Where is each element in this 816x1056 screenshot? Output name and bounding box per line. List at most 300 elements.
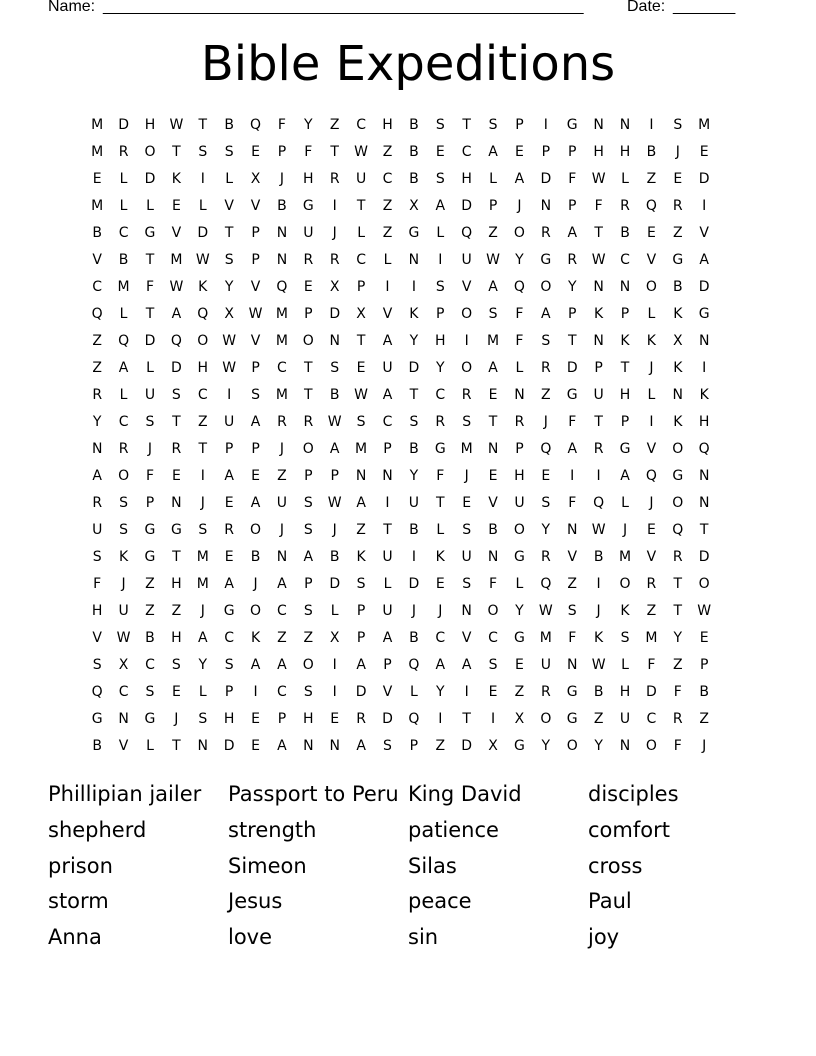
grid-letter: A — [382, 333, 393, 349]
grid-letter: S — [488, 657, 498, 673]
grid-letter: T — [462, 711, 471, 727]
grid-letter: W — [697, 603, 712, 619]
grid-letter: L — [409, 684, 418, 700]
grid-letter: R — [435, 414, 446, 430]
grid-letter: Y — [515, 252, 524, 268]
grid-letter: A — [250, 657, 261, 673]
grid-letter: H — [619, 387, 631, 403]
grid-letter: R — [329, 252, 340, 268]
grid-letter: T — [198, 441, 208, 457]
grid-letter: F — [647, 657, 656, 673]
grid-letter: B — [329, 549, 340, 565]
grid-letter: W — [248, 306, 263, 322]
grid-letter: U — [461, 549, 472, 565]
grid-letter: I — [332, 657, 337, 673]
grid-letter: A — [699, 252, 709, 268]
grid-letter: J — [411, 603, 416, 619]
grid-letter: I — [490, 711, 496, 727]
grid-letter: Q — [408, 711, 420, 727]
grid-letter: Z — [277, 468, 287, 484]
grid-letter: C — [277, 603, 287, 619]
grid-letter: D — [408, 360, 420, 376]
grid-letter: P — [568, 306, 577, 322]
grid-letter: L — [383, 576, 392, 592]
grid-letter: S — [145, 414, 155, 430]
name-label: Name: — [48, 0, 96, 15]
grid-letter: X — [409, 198, 419, 214]
grid-letter: S — [303, 495, 313, 511]
grid-letter: L — [621, 171, 629, 187]
grid-letter: L — [436, 225, 445, 241]
grid-letter: C — [382, 414, 393, 430]
grid-letter: O — [197, 333, 209, 349]
grid-letter: R — [92, 495, 103, 511]
grid-letter: P — [620, 306, 630, 322]
grid-letter: C — [197, 387, 208, 403]
grid-letter: F — [673, 738, 682, 754]
word-search-grid — [84, 113, 744, 761]
grid-letter: N — [171, 495, 182, 511]
grid-letter: U — [303, 225, 314, 241]
grid-letter: O — [487, 603, 499, 619]
grid-letter: U — [619, 711, 631, 727]
grid-letter: G — [672, 468, 684, 484]
grid-letter: J — [200, 603, 205, 619]
grid-row — [84, 140, 744, 167]
grid-letter: J — [332, 225, 337, 241]
grid-letter: K — [171, 171, 181, 187]
grid-letter: M — [170, 252, 183, 268]
grid-letter: U — [382, 603, 393, 619]
grid-letter: W — [591, 522, 606, 538]
grid-letter: Q — [593, 495, 605, 511]
grid-letter: S — [435, 171, 445, 187]
grid-letter: S — [224, 657, 234, 673]
grid-letter: X — [672, 333, 683, 349]
word-bank-item: Passport to Peru — [228, 782, 399, 806]
grid-letter: V — [92, 630, 102, 646]
grid-letter: Y — [409, 333, 419, 349]
grid-letter: P — [224, 684, 234, 700]
grid-letter: F — [594, 198, 603, 214]
grid-letter: S — [303, 684, 313, 700]
grid-letter: Q — [645, 468, 657, 484]
grid-row — [84, 599, 744, 626]
grid-row — [84, 329, 744, 356]
grid-letter: P — [515, 117, 524, 133]
grid-letter: D — [698, 549, 710, 565]
header — [48, 0, 748, 20]
grid-letter: C — [92, 279, 103, 295]
grid-letter: C — [488, 630, 498, 646]
grid-letter: O — [461, 306, 473, 322]
grid-letter: G — [434, 441, 446, 457]
grid-letter: Z — [593, 711, 604, 727]
grid-letter: T — [330, 144, 339, 160]
grid-letter: F — [568, 495, 577, 511]
grid-letter: F — [568, 414, 577, 430]
grid-letter: W — [222, 360, 237, 376]
grid-letter: K — [673, 360, 683, 376]
grid-letter: A — [224, 576, 234, 592]
grid-letter: M — [275, 387, 288, 403]
grid-letter: P — [699, 657, 709, 673]
grid-letter: B — [593, 684, 604, 700]
grid-letter: N — [540, 198, 552, 214]
grid-letter: P — [356, 603, 366, 619]
grid-letter: R — [567, 252, 578, 268]
grid-letter: H — [619, 144, 631, 160]
grid-letter: N — [514, 387, 525, 403]
grid-letter: P — [515, 441, 524, 457]
grid-letter: P — [304, 468, 313, 484]
grid-letter: R — [672, 711, 683, 727]
grid-letter: Q — [540, 441, 552, 457]
grid-letter: H — [461, 171, 472, 187]
grid-letter: F — [489, 576, 498, 592]
grid-letter: T — [172, 414, 181, 430]
grid-letter: Z — [488, 225, 498, 241]
grid-letter: A — [382, 387, 393, 403]
grid-letter: V — [224, 198, 234, 214]
grid-letter: F — [145, 468, 154, 484]
grid-letter: N — [698, 333, 710, 349]
grid-letter: B — [409, 117, 419, 133]
grid-letter: S — [92, 657, 102, 673]
grid-letter: V — [646, 252, 657, 268]
grid-letter: B — [699, 684, 709, 700]
grid-letter: K — [356, 549, 366, 565]
grid-letter: I — [200, 171, 205, 187]
grid-letter: I — [253, 684, 258, 700]
grid-letter: G — [619, 441, 631, 457]
grid-letter: C — [145, 657, 155, 673]
grid-letter: P — [620, 414, 630, 430]
grid-letter: S — [356, 414, 366, 430]
grid-letter: P — [224, 441, 234, 457]
grid-letter: T — [462, 117, 471, 133]
grid-letter: B — [409, 522, 419, 538]
grid-letter: S — [303, 603, 313, 619]
word-bank-item: Simeon — [228, 853, 307, 878]
word-bank-item: King David — [408, 782, 522, 806]
grid-letter: Q — [250, 117, 262, 133]
grid-letter: Z — [145, 576, 155, 592]
grid-letter: Y — [541, 522, 551, 538]
grid-letter: L — [225, 171, 234, 187]
grid-letter: J — [543, 414, 548, 430]
grid-letter: K — [198, 279, 208, 295]
grid-letter: O — [619, 576, 631, 592]
grid-letter: T — [304, 387, 313, 403]
grid-letter: J — [121, 576, 126, 592]
grid-row — [84, 302, 744, 329]
grid-letter: U — [276, 495, 288, 511]
grid-letter: S — [171, 657, 181, 673]
grid-letter: Z — [303, 630, 314, 646]
grid-letter: X — [514, 711, 525, 727]
grid-letter: R — [593, 441, 604, 457]
grid-letter: N — [197, 738, 208, 754]
grid-row — [84, 437, 744, 464]
grid-letter: D — [646, 684, 657, 700]
grid-letter: M — [196, 549, 209, 565]
grid-letter: C — [224, 630, 235, 646]
grid-letter: O — [302, 441, 314, 457]
grid-letter: B — [646, 144, 657, 160]
grid-letter: L — [198, 684, 207, 700]
grid-letter: L — [146, 198, 154, 214]
grid-letter: E — [171, 468, 181, 484]
grid-letter: L — [515, 576, 524, 592]
grid-letter: J — [675, 144, 680, 160]
grid-letter: D — [170, 360, 182, 376]
grid-letter: R — [672, 549, 683, 565]
grid-letter: G — [566, 684, 578, 700]
grid-letter: Y — [435, 684, 445, 700]
grid-letter: R — [646, 576, 657, 592]
grid-letter: T — [594, 225, 603, 241]
grid-row — [84, 653, 744, 680]
grid-letter: B — [224, 117, 234, 133]
grid-letter: I — [411, 279, 416, 295]
grid-letter: W — [169, 117, 184, 133]
grid-letter: M — [196, 576, 209, 592]
grid-letter: A — [356, 657, 366, 673]
word-bank-item: Anna — [48, 925, 102, 950]
word-bank-item: Phillipian jailer — [48, 782, 202, 806]
word-bank-item: sin — [408, 925, 439, 950]
grid-letter: Y — [304, 117, 313, 133]
grid-letter: D — [698, 279, 710, 295]
grid-letter: Q — [513, 279, 525, 295]
grid-letter: E — [515, 657, 524, 673]
grid-letter: T — [594, 414, 603, 430]
grid-letter: K — [620, 333, 630, 349]
grid-letter: G — [144, 711, 156, 727]
grid-row — [84, 491, 744, 518]
grid-letter: J — [174, 711, 179, 727]
grid-letter: D — [144, 333, 156, 349]
grid-letter: N — [118, 711, 129, 727]
grid-letter: B — [409, 171, 419, 187]
grid-letter: A — [488, 279, 498, 295]
grid-letter: Q — [91, 306, 103, 322]
grid-letter: Z — [329, 117, 340, 133]
grid-letter: J — [464, 468, 469, 484]
grid-letter: M — [698, 117, 711, 133]
grid-letter: E — [515, 144, 524, 160]
grid-row — [84, 194, 744, 221]
grid-letter: C — [118, 684, 129, 700]
grid-letter: T — [673, 576, 683, 592]
grid-letter: E — [330, 711, 340, 727]
grid-letter: A — [488, 360, 498, 376]
grid-letter: F — [515, 333, 524, 349]
grid-letter: X — [224, 306, 234, 322]
grid-letter: S — [541, 333, 551, 349]
grid-letter: M — [539, 630, 552, 646]
grid-letter: Q — [118, 333, 130, 349]
word-bank-row — [48, 812, 768, 848]
grid-letter: M — [645, 630, 658, 646]
grid-letter: A — [567, 441, 578, 457]
grid-letter: I — [227, 387, 232, 403]
grid-letter: T — [699, 522, 709, 538]
grid-letter: W — [354, 144, 369, 160]
grid-letter: N — [461, 603, 472, 619]
grid-letter: U — [593, 387, 604, 403]
grid-letter: R — [540, 360, 551, 376]
grid-letter: X — [329, 279, 340, 295]
grid-letter: R — [461, 387, 472, 403]
grid-letter: G — [91, 711, 103, 727]
grid-letter: N — [619, 738, 631, 754]
grid-letter: G — [223, 603, 235, 619]
grid-letter: R — [303, 414, 314, 430]
grid-letter: D — [223, 738, 235, 754]
grid-row — [84, 545, 744, 572]
grid-letter: P — [568, 198, 577, 214]
grid-letter: A — [277, 738, 287, 754]
grid-letter: B — [593, 549, 604, 565]
word-bank-item: love — [228, 925, 273, 950]
grid-letter: L — [647, 387, 656, 403]
grid-letter: B — [409, 630, 419, 646]
grid-letter: O — [672, 495, 684, 511]
grid-letter: P — [304, 306, 313, 322]
grid-letter: W — [591, 657, 606, 673]
grid-letter: C — [646, 711, 657, 727]
grid-letter: E — [171, 684, 181, 700]
grid-letter: M — [275, 333, 288, 349]
word-bank-item: patience — [408, 817, 499, 842]
grid-letter: N — [566, 657, 578, 673]
grid-letter: A — [620, 468, 630, 484]
grid-letter: M — [91, 117, 104, 133]
grid-letter: F — [568, 171, 577, 187]
grid-letter: P — [409, 738, 419, 754]
grid-letter: N — [487, 441, 499, 457]
grid-letter: V — [646, 549, 657, 565]
grid-letter: N — [91, 441, 103, 457]
grid-letter: B — [672, 279, 683, 295]
grid-letter: R — [514, 414, 525, 430]
grid-letter: W — [486, 252, 500, 268]
grid-letter: I — [200, 468, 205, 484]
grid-letter: G — [566, 387, 578, 403]
grid-letter: U — [144, 387, 156, 403]
grid-letter: Q — [698, 441, 710, 457]
grid-row — [84, 275, 744, 302]
grid-letter: S — [356, 576, 366, 592]
grid-letter: R — [118, 144, 129, 160]
grid-letter: V — [92, 252, 102, 268]
grid-letter: Z — [646, 171, 657, 187]
grid-letter: D — [698, 171, 710, 187]
grid-letter: S — [251, 387, 260, 403]
grid-letter: D — [355, 684, 367, 700]
grid-letter: A — [514, 171, 525, 187]
grid-letter: V — [461, 630, 472, 646]
grid-row — [84, 383, 744, 410]
grid-letter: I — [464, 684, 469, 700]
grid-letter: S — [673, 117, 683, 133]
grid-row — [84, 464, 744, 491]
grid-letter: E — [435, 144, 445, 160]
grid-letter: K — [673, 414, 683, 430]
grid-letter: G — [672, 252, 684, 268]
grid-letter: I — [649, 414, 654, 430]
word-bank-item: strength — [228, 817, 317, 842]
grid-letter: A — [567, 225, 578, 241]
grid-letter: A — [171, 306, 182, 322]
grid-letter: Z — [672, 225, 683, 241]
grid-letter: E — [488, 468, 498, 484]
grid-letter: Y — [594, 738, 603, 754]
grid-letter: P — [383, 657, 392, 673]
grid-letter: U — [514, 495, 525, 511]
grid-letter: P — [251, 252, 260, 268]
grid-letter: A — [250, 414, 261, 430]
grid-letter: W — [116, 630, 131, 646]
grid-letter: T — [172, 144, 181, 160]
grid-letter: E — [224, 549, 234, 565]
grid-letter: L — [357, 225, 365, 241]
grid-letter: M — [275, 306, 288, 322]
grid-letter: P — [594, 360, 603, 376]
grid-letter: J — [332, 522, 337, 538]
grid-letter: E — [646, 225, 656, 241]
grid-letter: P — [304, 576, 313, 592]
grid-letter: L — [198, 198, 207, 214]
grid-letter: J — [438, 603, 443, 619]
grid-letter: O — [118, 468, 130, 484]
grid-letter: J — [253, 576, 258, 592]
grid-letter: Q — [197, 306, 209, 322]
grid-letter: T — [198, 117, 208, 133]
grid-letter: L — [489, 171, 497, 187]
grid-letter: Y — [409, 468, 419, 484]
grid-letter: D — [118, 117, 129, 133]
grid-letter: G — [514, 549, 525, 565]
grid-letter: S — [119, 495, 129, 511]
grid-letter: M — [91, 198, 104, 214]
grid-letter: E — [541, 468, 551, 484]
word-bank-row — [48, 848, 768, 884]
grid-letter: S — [488, 117, 498, 133]
grid-letter: Y — [541, 738, 551, 754]
grid-letter: N — [303, 738, 314, 754]
grid-letter: J — [622, 522, 628, 538]
grid-letter: V — [488, 495, 498, 511]
grid-letter: Q — [540, 576, 552, 592]
grid-letter: R — [224, 522, 235, 538]
grid-letter: Y — [435, 360, 445, 376]
grid-letter: U — [382, 549, 393, 565]
grid-letter: H — [171, 576, 182, 592]
grid-letter: G — [514, 738, 525, 754]
grid-letter: D — [144, 171, 156, 187]
grid-letter: B — [488, 522, 498, 538]
grid-letter: P — [277, 144, 287, 160]
grid-letter: O — [566, 738, 578, 754]
grid-letter: B — [409, 144, 419, 160]
grid-letter: I — [702, 360, 707, 376]
grid-letter: I — [464, 333, 469, 349]
word-bank-item: joy — [588, 925, 620, 950]
grid-letter: Z — [356, 522, 366, 538]
